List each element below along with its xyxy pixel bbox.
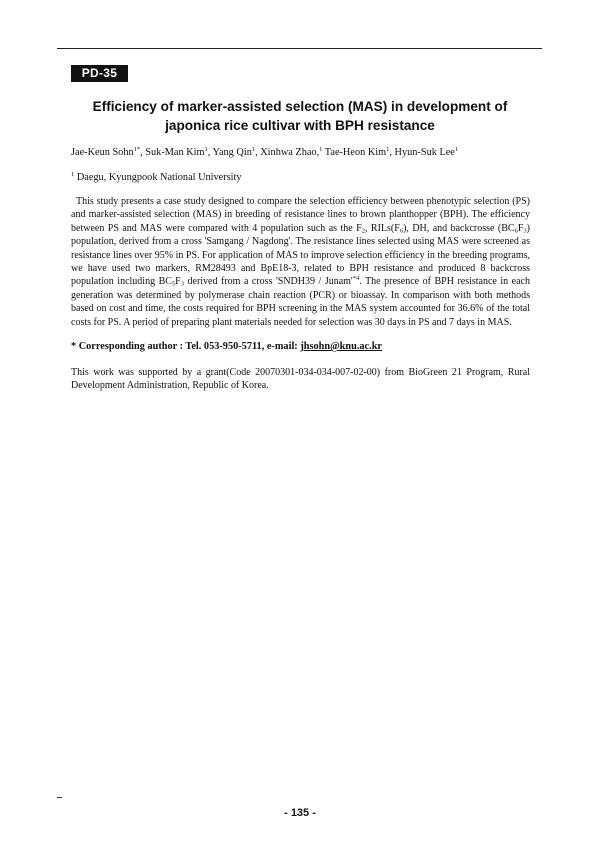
author-mark: 1 [204,146,208,153]
affiliation-mark: 1 [71,171,75,178]
superscript: *4 [352,275,360,283]
author-name: Yang Qin [212,147,252,158]
page-number: - 135 - [284,807,316,819]
abstract-text: ) population, derived from a cross 'Samgang / Nagdong'. The resistance lines selected using MAS were screened as resistance lines over 95% in PS. For application of MAS to improve selection efficiency in the breeding programs, we have used two markers, RM28493 and BpE18-3, related to BPH resistance and produced 8 backcross population including BC [71,222,530,288]
margin-mark [57,797,62,798]
author-name: Jae-Keun Sohn [71,147,134,158]
author-mark: 1 [386,146,390,153]
subscript: 6 [514,227,518,235]
author-mark: 1* [133,146,141,153]
abstract-text: This study presents a case study designed to compare the selection efficiency between phenotypic selection (PS) and marker-assisted selection (MAS) in breeding of resistance lines to brown planthopper (BPH). The efficiency between PS and MAS were compared with 4 population such as the F [71,196,530,234]
author-mark: 1 [454,146,459,153]
subscript: 3 [180,280,184,288]
corresponding-label: * Corresponding author : Tel. 053-950-5711, e-mail: [71,341,301,352]
title-line-1: Efficiency of marker-assisted selection (MAS) in development of [92,99,508,114]
author-mark: 1 [319,146,323,153]
subscript: 5 [171,280,176,288]
title-line-2: japonica rice cultivar with BPH resistance [165,118,435,133]
abstract-text: ), DH, and backcrosse (BC [403,222,515,234]
abstract-text: derived from a cross 'SNDH39 / Junam' [183,276,353,288]
session-badge: PD-35 [71,65,128,82]
abstract-text: F [517,222,524,234]
abstract-text: F [175,276,181,288]
abstract-text: . The presence of BPH resistance in each generation was determined by polymerase chain reaction (PCR) or bioassay. In comparison with both methods based on cost and time, the costs required for BPH screening in the MAS system accounted for 36.6% of the total costs for PS. A period of preparing plant materials needed for selection was 30 days in PS and 7 days in MAS. [71,276,530,328]
author-name: Hyun-Suk Lee [394,147,455,158]
subscript: 3 [523,227,527,235]
email-link[interactable]: jhsohn@knu.ac.kr [300,341,382,352]
subscript: 6 [399,227,404,235]
abstract-paragraph [71,195,530,329]
top-rule [57,48,542,49]
corresponding-author [71,340,382,354]
paper-title [60,97,540,135]
author-name: Xinhwa Zhao, [260,147,320,158]
author-name: Tae-Heon Kim [324,147,387,158]
author-mark: 1 [251,146,256,153]
author-name: Suk-Man Kim [145,147,205,158]
acknowledgement: This work was supported by a grant(Code 20070301-034-034-007-02-00) from BioGreen 21 Program, Rural Development Administration, Republic of Korea. [71,367,530,392]
affiliation [71,171,242,185]
abstract-text: , RILs(F [364,222,400,234]
subscript: 2 [361,227,365,235]
affiliation-text: Daegu, Kyungpook National University [76,172,242,183]
author-list: Jae-Keun Sohn$^{1*}$, Suk-Man Kim$^1$, Yang Qin$^1$, Xinhwa Zhao,$^1$ Tae-Heon Kim$^1$, Hyun-Suk Lee$^1$ [71,146,459,158]
